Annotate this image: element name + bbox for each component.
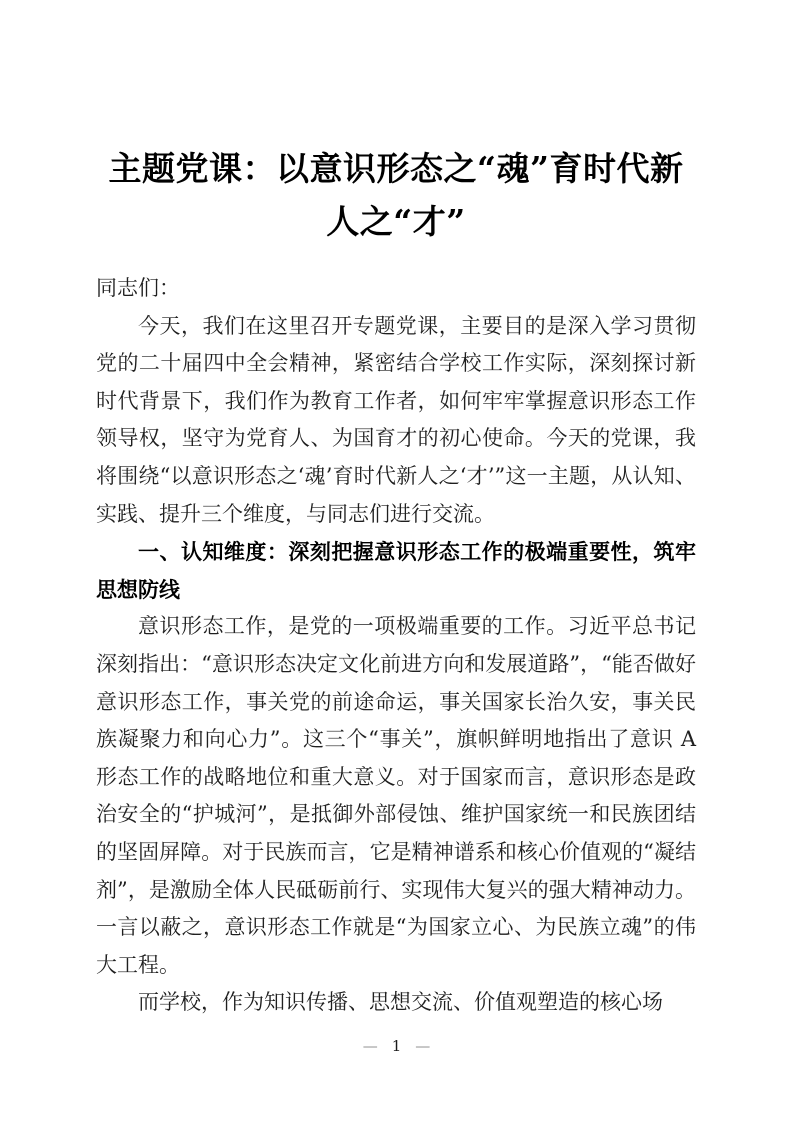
footer-dash-right: — — [415, 1037, 431, 1055]
page-number: 1 — [391, 1037, 402, 1055]
document-content — [96, 0, 696, 1022]
section-1-heading: 一、认知维度：深刻把握意识形态工作的极端重要性，筑牢思想防线 — [96, 539, 696, 602]
page-footer — [0, 1036, 793, 1056]
section-1-body-paragraph: 意识形态工作，是党的一项极端重要的工作。习近平总书记深刻指出：“意识形态决定文化前进方向和发展道路”，“能否做好意识形态工作，事关党的前途命运，事关国家长治久安，事关民族凝聚力和向心力”。这三个“事关”，旗帜鲜明地指出了意识 A 形态工作的战略地位和重大意义。对于国家而言，意识形态是政治安全的“护城河”，是抵御外部侵蚀、维护国家统一和民族团结的坚固屏障。对于民族而言，它是精神谱系和核心价值观的“凝结剂”，是激励全体人民砥砺前行、实现伟大复兴的强大精神动力。一言以蔽之，意识形态工作就是“为国家立心、为民族立魂”的伟大工程。 — [96, 614, 696, 977]
document-body — [96, 270, 696, 1022]
document-title-line-1: 主题党课：以意识形态之“魂”育时代新 — [108, 149, 684, 188]
intro-paragraph: 今天，我们在这里召开专题党课，主要目的是深入学习贯彻党的二十届四中全会精神，紧密结合学校工作实际，深刻探讨新时代背景下，我们作为教育工作者，如何牢牢掌握意识形态工作领导权，坚守为党育人、为国育才的初心使命。今天的党课，我将围绕“以意识形态之‘魂’育时代新人之‘才’”这一主题，从认知、实践、提升三个维度，与同志们进行交流。 — [96, 313, 696, 526]
salutation-paragraph: 同志们： — [96, 276, 180, 300]
document-title — [96, 142, 696, 248]
footer-dash-left: — — [362, 1037, 378, 1055]
trailing-paragraph: 而学校，作为知识传播、思想交流、价值观塑造的核心场 — [138, 990, 663, 1015]
document-title-line-2: 人之“才” — [326, 202, 466, 241]
